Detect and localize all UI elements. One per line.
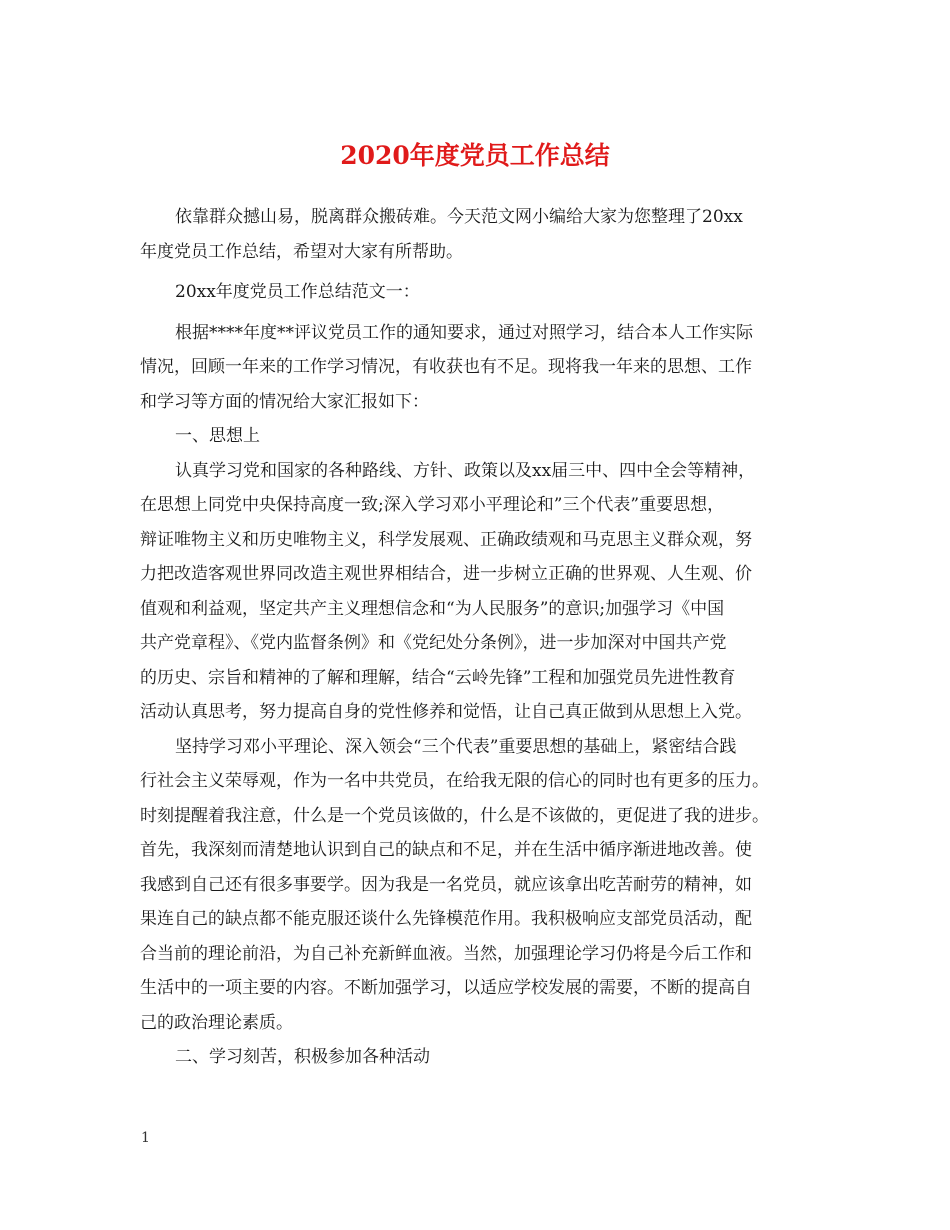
paragraph-line: 年度党员工作总结，希望对大家有所帮助。	[140, 241, 463, 262]
paragraph-line: 合当前的理论前沿，为自己补充新鲜血液。当然，加强理论学习仍将是今后工作和	[140, 943, 752, 964]
document-title: 2020年度党员工作总结	[340, 141, 610, 170]
paragraph-line: 我感到自己还有很多事要学。因为我是一名党员，就应该拿出吃苦耐劳的精神，如	[140, 874, 752, 895]
paragraph-line: 活动认真思考，努力提高自身的党性修养和觉悟，让自己真正做到从思想上入党。	[140, 702, 752, 722]
paragraph-line: 和学习等方面的情况给大家汇报如下：	[140, 391, 429, 412]
paragraph-line: 行社会主义荣辱观，作为一名中共党员，在给我无限的信心的同时也有更多的压力。	[140, 771, 769, 791]
paragraph-line: 己的政治理论素质。	[140, 1012, 293, 1033]
document-body	[140, 200, 812, 1075]
paragraph-line: 辩证唯物主义和历史唯物主义，科学发展观、正确政绩观和马克思主义群众观，努	[140, 529, 752, 550]
page-number: 1	[141, 1130, 150, 1146]
section-heading: 一、思想上	[175, 426, 260, 446]
paragraph-line: 20xx年度党员工作总结范文一：	[175, 282, 420, 302]
paragraph-line: 共产党章程》、《党内监督条例》和《党纪处分条例》，进一步加深对中国共产党	[140, 633, 727, 653]
paragraph-line: 的历史、宗旨和精神的了解和理解，结合“云岭先锋”工程和加强党员先进性教育	[140, 667, 736, 688]
paragraph-line: 果连自己的缺点都不能克服还谈什么先锋模范作用。我积极响应支部党员活动，配	[140, 909, 752, 929]
paragraph-line: 时刻提醒着我注意，什么是一个党员该做的，什么是不该做的，更促进了我的进步。	[140, 805, 769, 826]
paragraph-line: 坚持学习邓小平理论、深入领会“三个代表”重要思想的基础上，紧密结合践	[175, 736, 737, 757]
paragraph-line: 值观和利益观，坚定共产主义理想信念和“为人民服务”的意识;加强学习《中国	[140, 598, 725, 619]
paragraph-line: 首先，我深刻而清楚地认识到自己的缺点和不足，并在生活中循序渐进地改善。使	[140, 840, 752, 860]
paragraph-line: 在思想上同党中央保持高度一致;深入学习邓小平理论和”三个代表”重要思想，	[140, 495, 725, 515]
paragraph-line: 认真学习党和国家的各种路线、方针、政策以及xx届三中、四中全会等精神，	[175, 460, 756, 481]
paragraph-line: 依靠群众撼山易，脱离群众搬砖难。今天范文网小编给大家为您整理了20xx	[175, 207, 743, 227]
paragraph-line: 力把改造客观世界同改造主观世界相结合，进一步树立正确的世界观、人生观、价	[140, 564, 752, 584]
paragraph-line: 根据****年度**评议党员工作的通知要求，通过对照学习，结合本人工作实际	[175, 322, 753, 343]
paragraph-line: 生活中的一项主要的内容。不断加强学习，以适应学校发展的需要，不断的提高自	[140, 978, 752, 998]
paragraph-line: 情况，回顾一年来的工作学习情况，有收获也有不足。现将我一年来的思想、工作	[140, 357, 752, 377]
section-heading: 二、学习刻苦，积极参加各种活动	[175, 1047, 430, 1067]
